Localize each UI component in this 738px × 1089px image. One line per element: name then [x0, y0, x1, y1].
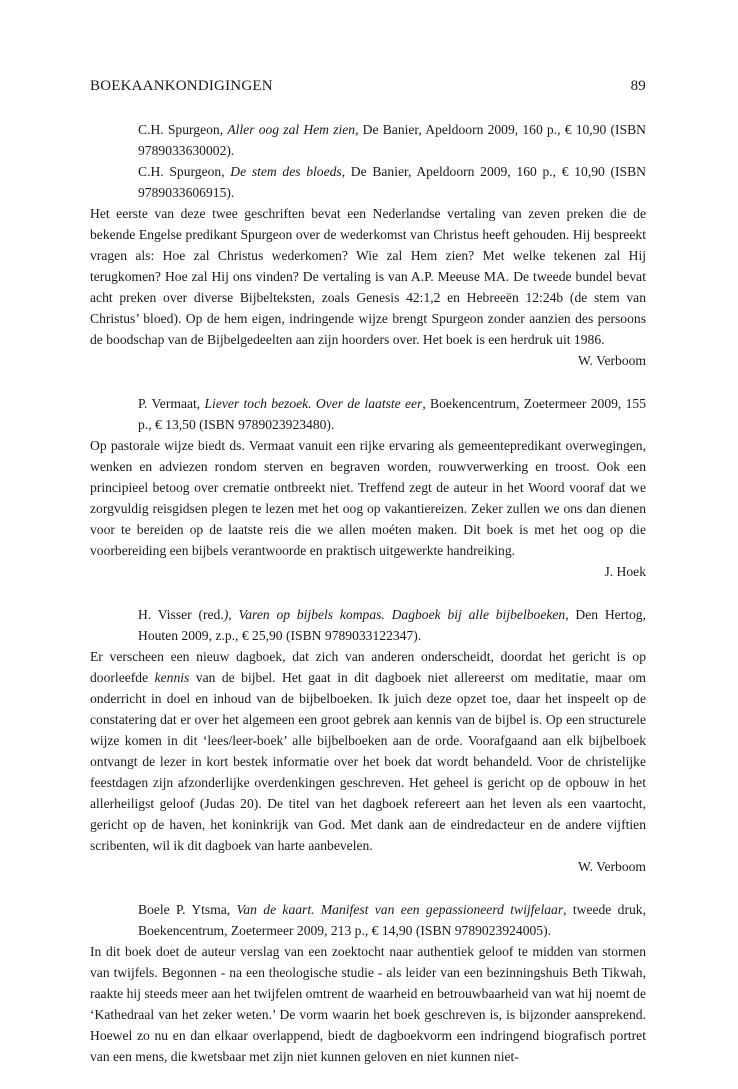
review-body: In dit boek doet de auteur verslag van een zoektocht naar authentiek geloof te midden van stormen van twijfels. Begonnen - na een theologische studie - als leider van een bezinningshuis Beth Tikwah, raakte hij steeds meer aan het twijfelen omtrent de waarheid en betrouwbaarheid van wat hij noemt de ‘Kathedraal van het zeker weten.’ De vorm waarin het boek geschreven is, is bijzonder aansprekend. Hoewel zo nu en dan elkaar overlappend, biedt de dagboekvorm een indringend biografisch portret van een mens, die kwetsbaar met zijn niet kunnen geloven en niet kunnen niet- [90, 944, 646, 1064]
book-title: Van de kaart. Manifest van een gepassioneerd twijfelaar [236, 902, 564, 917]
review-body: Er verscheen een nieuw dagboek, dat zich van anderen onderscheidt, doordat het gericht is op doorleefde kennis van de bijbel. Het gaat in dit dagboek niet allereerst om meditatie, maar om onderricht in doel en inhoud van de bijbelboeken. Ik juich deze opzet toe, daar het inspeelt op de constatering dat er over het algemeen een groot gebrek aan kennis van de bijbel is. Op een structurele wijze komen in dit ‘lees/leer-boek’ alle bijbelboeken aan de orde. Voorafgaand aan elk bijbelboek ontvangt de lezer in kort bestek informatie over het boek dat wordt behandeld. Voor de christelijke feestdagen zijn afzonderlijke overdenkingen geschreven. Het geheel is gericht op de opbouw in het allerheiligst geloof (Judas 20). De titel van het dagboek refereert aan het leven als een vaartocht, gericht op de haven, het koninkrijk van God. Met dank aan de eindredacteur en de andere vijftien scribenten, wil ik dit dagboek van harte aanbevelen. [90, 649, 646, 853]
book-citation: H. Visser (red.), Varen op bijbels kompas. Dagboek bij alle bijbelboeken, Den Hertog, Houten 2009, z.p., € 25,90 (ISBN 9789033122347). [138, 607, 646, 643]
page [90, 78, 646, 1089]
book-citation: P. Vermaat, Liever toch bezoek. Over de laatste eer, Boekencentrum, Zoetermeer 2009, 155 p., € 13,50 (ISBN 9789023923480). [138, 396, 646, 432]
review-ytsma [90, 899, 646, 1067]
book-title: Aller oog zal Hem zien [227, 122, 356, 137]
review-vermaat [90, 393, 646, 582]
book-citation: Boele P. Ytsma, Van de kaart. Manifest van een gepassioneerd twijfelaar, tweede druk, Boekencentrum, Zoetermeer 2009, 213 p., € 14,90 (ISBN 9789023924005). [138, 902, 646, 938]
book-title: Liever toch bezoek. Over de laatste eer [204, 396, 423, 411]
review-visser [90, 604, 646, 877]
book-citation: C.H. Spurgeon, De stem des bloeds, De Banier, Apeldoorn 2009, 160 p., € 10,90 (ISBN 9789033606915). [138, 164, 646, 200]
reviewer-signature: W. Verboom [578, 859, 646, 874]
book-title: ), Varen op bijbels kompas. Dagboek bij alle bijbelboeken [223, 607, 566, 622]
reviewer-signature: J. Hoek [604, 564, 646, 579]
book-citation: C.H. Spurgeon, Aller oog zal Hem zien, De Banier, Apeldoorn 2009, 160 p., € 10,90 (ISBN 9789033630002). [138, 122, 646, 158]
review-body: Op pastorale wijze biedt ds. Vermaat vanuit een rijke ervaring als gemeentepredikant overwegingen, wenken en adviezen rondom sterven en begraven worden, rouwverwerking en troost. Ook een principieel betoog over crematie ontbreekt niet. Treffend zegt de auteur in het Woord vooraf dat we zorgvuldig reisgidsen plegen te lezen met het oog op vakantiereizen. Zeker zullen we ons dan dienen voor te bereiden op de laatste reis die we allen moéten maken. Dit boek is met het oog op die voorbereiding een bijbels verantwoorde en praktisch uitgewerkte handreiking. [90, 438, 646, 558]
emphasis: kennis [154, 670, 190, 685]
section-title: BOEKAANKONDIGINGEN [90, 78, 273, 94]
page-number: 89 [630, 78, 646, 94]
book-title: De stem des bloeds [230, 164, 342, 179]
review-spurgeon [90, 119, 646, 371]
review-body: Het eerste van deze twee geschriften bevat een Nederlandse vertaling van zeven preken die de bekende Engelse predikant Spurgeon over de wederkomst van Christus heeft gehouden. Hij bespreekt vragen als: Hoe zal Christus wederkomen? Wie zal Hem zien? Met welke tekenen zal Hij terugkomen? Hoe zal Hij ons vinden? De vertaling is van A.P. Meeuse MA. De tweede bundel bevat acht preken over diverse Bijbelteksten, zoals Genesis 42:1,2 en Hebreeën 12:24b (de stem van Christus’ bloed). Op de hem eigen, indringende wijze brengt Spurgeon zonder aanzien des persoons de boodschap van de Bijbelgedeelten aan zijn hoorders over. Het boek is een herdruk uit 1986. [90, 206, 646, 347]
reviewer-signature: W. Verboom [578, 353, 646, 368]
running-head [90, 78, 646, 95]
